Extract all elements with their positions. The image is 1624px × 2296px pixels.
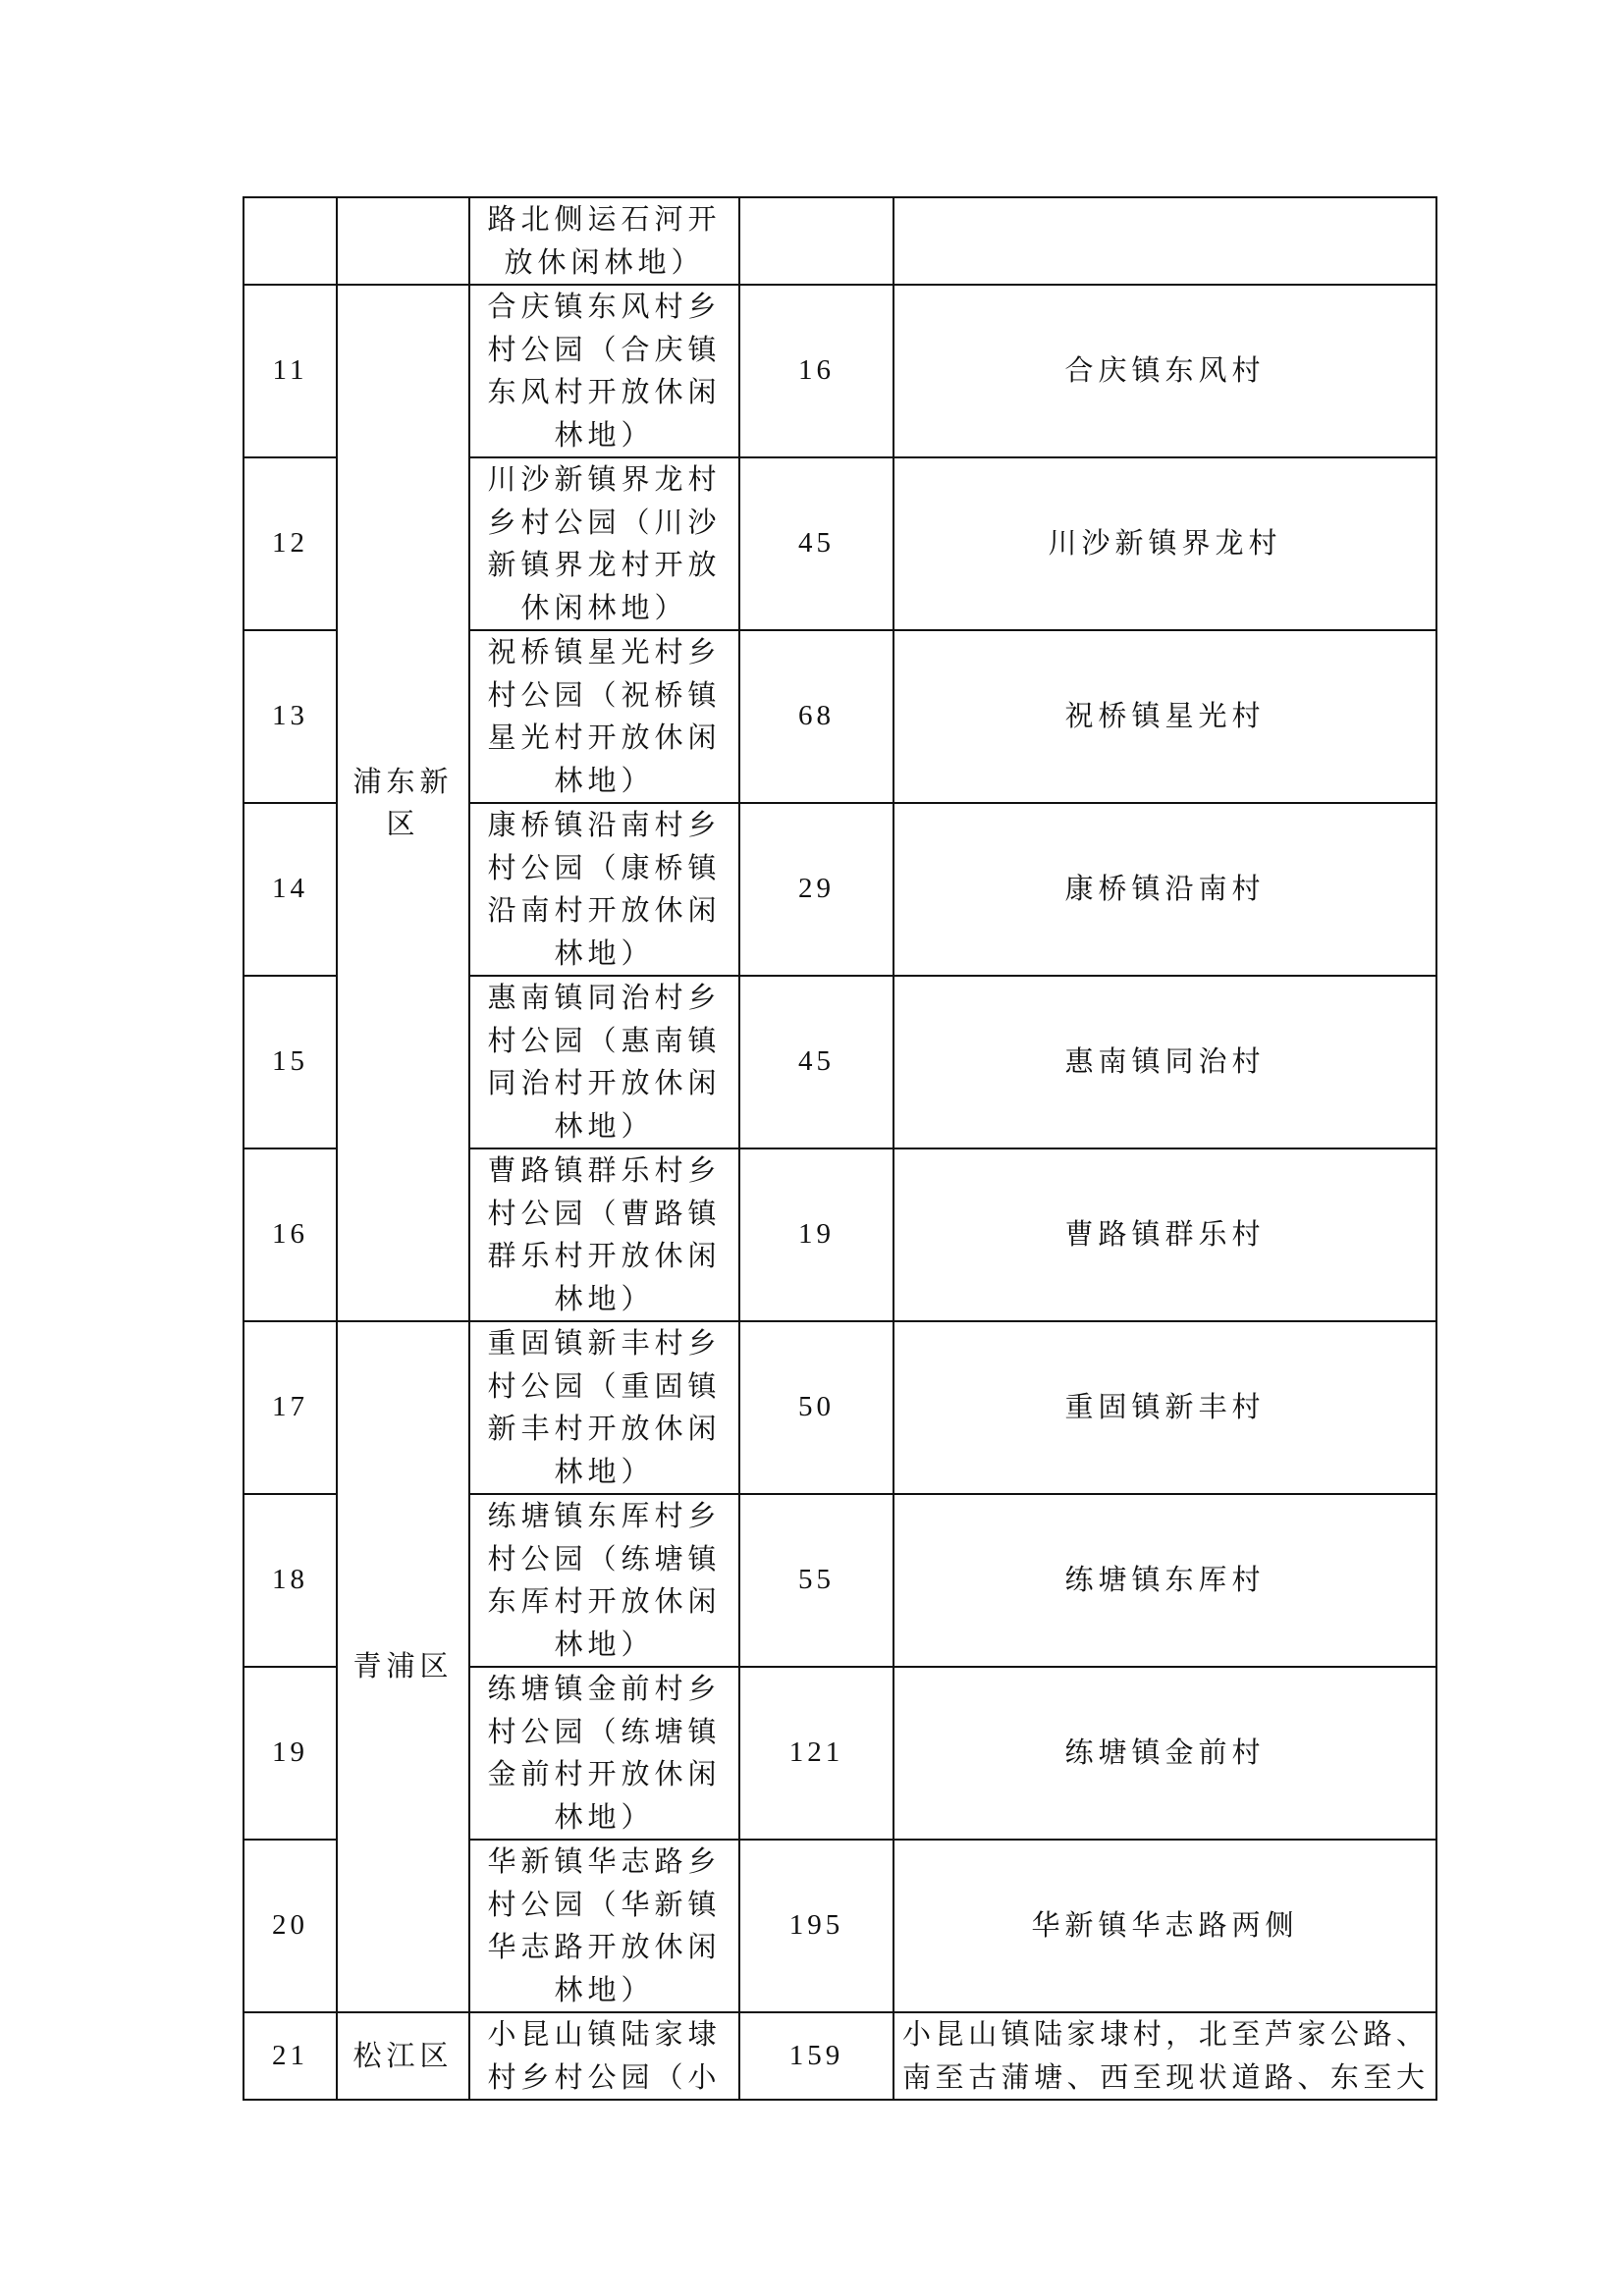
index-cell: 12	[244, 457, 337, 630]
park-name-text: 川沙新镇界龙村乡村公园（川沙新镇界龙村开放休闲林地）	[487, 462, 722, 624]
park-name-text: 合庆镇东风村乡村公园（合庆镇东风村开放休闲林地）	[487, 290, 722, 452]
location-cell	[893, 803, 1436, 976]
park-name-cell	[469, 457, 739, 630]
location-text: 重固镇新丰村	[1064, 1390, 1266, 1424]
park-name-cell	[469, 1840, 739, 2012]
area-cell: 55	[739, 1494, 893, 1667]
location-cell	[893, 1321, 1436, 1494]
area-cell: 121	[739, 1667, 893, 1840]
area-cell: 16	[739, 285, 893, 457]
index-cell: 14	[244, 803, 337, 976]
location-cell	[893, 197, 1436, 285]
location-cell	[893, 1148, 1436, 1321]
index-cell: 18	[244, 1494, 337, 1667]
district-text: 浦东新区	[352, 764, 454, 840]
index-cell: 21	[244, 2012, 337, 2100]
location-text: 曹路镇群乐村	[1064, 1217, 1266, 1252]
area-cell: 29	[739, 803, 893, 976]
park-name-cell	[469, 285, 739, 457]
table-row	[244, 2012, 1436, 2100]
table-row	[244, 285, 1436, 457]
area-cell: 159	[739, 2012, 893, 2100]
location-text: 祝桥镇星光村	[1064, 699, 1266, 733]
park-name-text: 重固镇新丰村乡村公园（重固镇新丰村开放休闲林地）	[487, 1326, 722, 1488]
area-cell: 68	[739, 630, 893, 803]
district-text: 松江区	[352, 2038, 454, 2072]
index-cell	[244, 197, 337, 285]
location-text: 川沙新镇界龙村	[1048, 526, 1282, 561]
area-cell: 45	[739, 976, 893, 1148]
area-cell	[739, 197, 893, 285]
park-name-cell	[469, 1494, 739, 1667]
park-name-text: 路北侧运石河开放休闲林地）	[487, 202, 722, 279]
location-text: 合庆镇东风村	[1064, 353, 1266, 388]
location-cell	[893, 630, 1436, 803]
index-cell: 13	[244, 630, 337, 803]
location-cell	[893, 1494, 1436, 1667]
park-name-text: 康桥镇沿南村乡村公园（康桥镇沿南村开放休闲林地）	[487, 808, 722, 970]
park-name-cell	[469, 1321, 739, 1494]
location-text: 华新镇华志路两侧	[1031, 1908, 1299, 1943]
park-name-cell	[469, 1667, 739, 1840]
area-cell: 195	[739, 1840, 893, 2012]
area-cell: 50	[739, 1321, 893, 1494]
index-cell: 16	[244, 1148, 337, 1321]
park-name-cell	[469, 1148, 739, 1321]
park-name-text: 华新镇华志路乡村公园（华新镇华志路开放休闲林地）	[487, 1844, 722, 2006]
park-name-cell	[469, 630, 739, 803]
area-cell: 45	[739, 457, 893, 630]
parks-table	[243, 196, 1437, 2101]
park-name-text: 练塘镇金前村乡村公园（练塘镇金前村开放休闲林地）	[487, 1672, 722, 1834]
district-cell-pudong	[337, 285, 469, 1321]
park-name-text: 曹路镇群乐村乡村公园（曹路镇群乐村开放休闲林地）	[487, 1153, 722, 1315]
park-name-cell	[469, 976, 739, 1148]
district-cell-songjiang	[337, 2012, 469, 2100]
location-text: 练塘镇金前村	[1064, 1735, 1266, 1770]
location-cell	[893, 976, 1436, 1148]
location-cell	[893, 285, 1436, 457]
location-text: 惠南镇同治村	[1064, 1044, 1266, 1079]
park-name-text: 练塘镇东厍村乡村公园（练塘镇东厍村开放休闲林地）	[487, 1499, 722, 1661]
index-cell: 17	[244, 1321, 337, 1494]
index-cell: 11	[244, 285, 337, 457]
table-row-continuation	[244, 197, 1436, 285]
table-row	[244, 1321, 1436, 1494]
park-name-cell	[469, 197, 739, 285]
location-text: 康桥镇沿南村	[1064, 872, 1266, 906]
index-cell: 20	[244, 1840, 337, 2012]
location-text: 小昆山镇陆家埭村，北至芦家公路、南至古蒲塘、西至现状道路、东至大	[902, 2017, 1428, 2094]
location-text: 练塘镇东厍村	[1064, 1563, 1266, 1597]
park-name-cell	[469, 803, 739, 976]
location-cell	[893, 2012, 1436, 2100]
district-text: 青浦区	[352, 1649, 454, 1683]
index-cell: 19	[244, 1667, 337, 1840]
park-name-text: 祝桥镇星光村乡村公园（祝桥镇星光村开放休闲林地）	[487, 635, 722, 797]
park-name-text: 小昆山镇陆家埭村乡村公园（小	[487, 2017, 722, 2094]
location-cell	[893, 1840, 1436, 2012]
index-cell: 15	[244, 976, 337, 1148]
park-name-text: 惠南镇同治村乡村公园（惠南镇同治村开放休闲林地）	[487, 981, 722, 1143]
district-cell-qingpu	[337, 1321, 469, 2012]
location-cell	[893, 457, 1436, 630]
area-cell: 19	[739, 1148, 893, 1321]
location-cell	[893, 1667, 1436, 1840]
district-cell	[337, 197, 469, 285]
park-name-cell	[469, 2012, 739, 2100]
